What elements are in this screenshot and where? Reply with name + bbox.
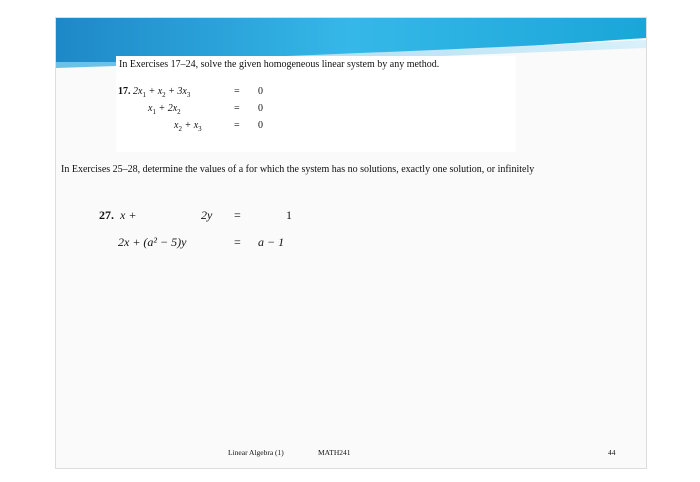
slide <box>55 17 647 469</box>
eq-27-row-1-rel: = <box>234 208 241 222</box>
eq-27-row-1-lhs-a: x + <box>120 208 137 222</box>
eq-27-row-1-rhs: 1 <box>286 208 292 222</box>
exercise-17-row-2: $x_1 + 2x_2$ <box>148 103 181 116</box>
instruction-25-28: In Exercises 25–28, determine the values of a for which the system has no solutions, exactly one solution, or infinitely <box>61 164 535 175</box>
exercise-number-17: 17. <box>118 86 131 97</box>
footer-page-number: 44 <box>608 448 616 457</box>
exercise-number-27: 27. <box>99 208 114 222</box>
eq-17-row-1-rel: = <box>234 86 240 97</box>
eq-27-row-2-lhs: 2x + (a² − 5)y <box>118 235 187 249</box>
footer-course-name: Linear Algebra (1) <box>228 448 284 457</box>
eq-27-row-2-rhs: a − 1 <box>258 235 285 249</box>
eq-17-row-3-rhs: 0 <box>258 120 263 131</box>
eq-17-row-2-rel: = <box>234 103 240 114</box>
eq-27-row-1-lhs-b: 2y <box>201 208 213 222</box>
eq-17-row-2-rhs: 0 <box>258 103 263 114</box>
footer-course-code: MATH241 <box>318 448 351 457</box>
exercise-17-row-3: $x_2 + x_3$ <box>174 120 202 133</box>
eq-17-row-3-rel: = <box>234 120 240 131</box>
eq-17-row-1-rhs: 0 <box>258 86 263 97</box>
instruction-17-24: In Exercises 17–24, solve the given homogeneous linear system by any method. <box>119 59 440 70</box>
exercise-17-row-1: 17. $2x_1 + x_2 + 3x_3$ <box>118 86 191 99</box>
exercise-27-row-1 <box>99 208 136 223</box>
eq-27-row-2-rel: = <box>234 235 241 249</box>
